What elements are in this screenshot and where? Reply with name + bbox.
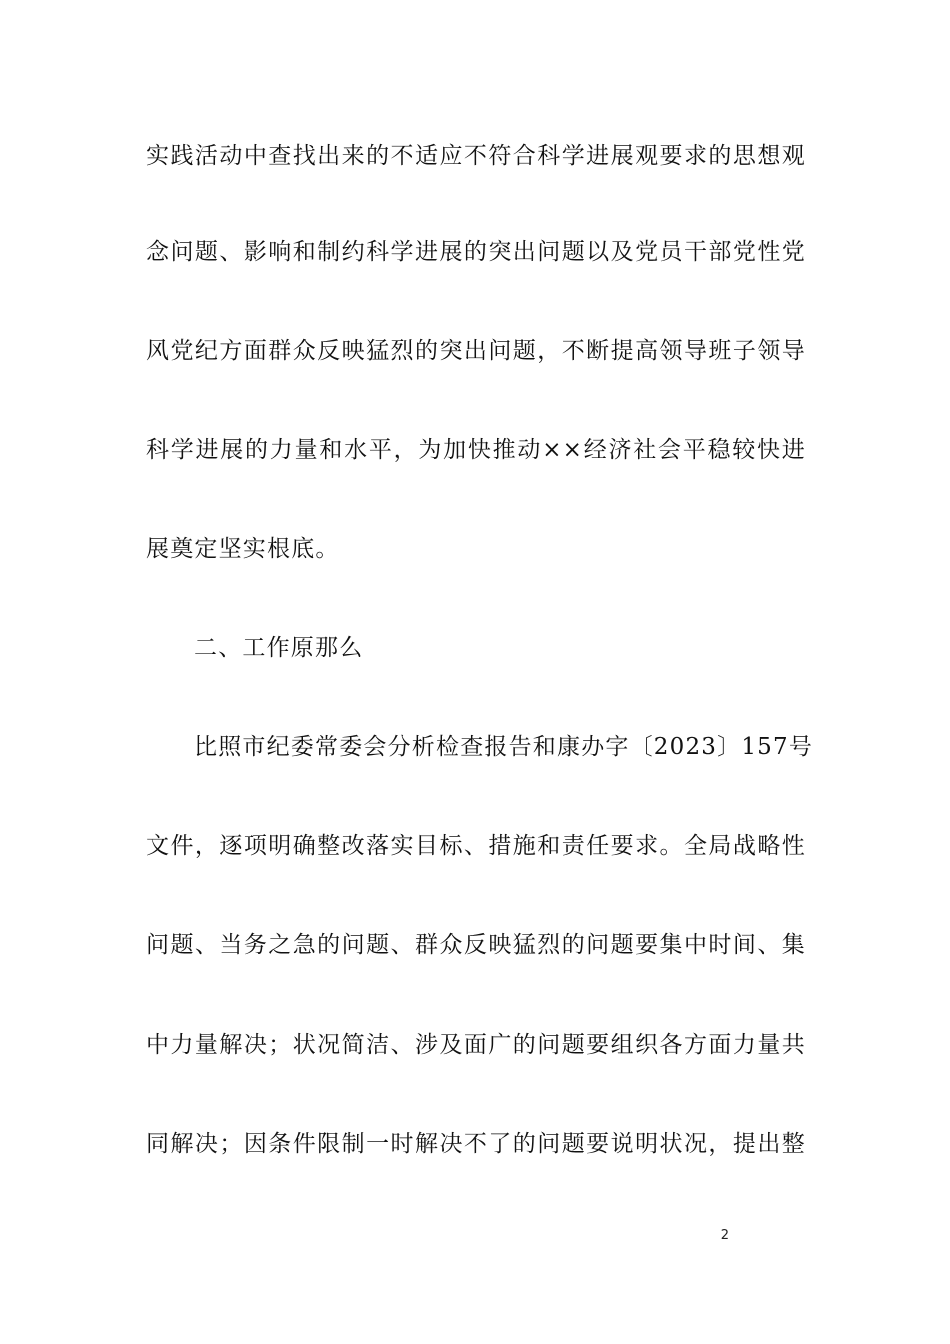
body-text-line: 科学进展的力量和水平，为加快推动××经济社会平稳较快进 xyxy=(146,437,806,463)
body-text-line: 风党纪方面群众反映猛烈的突出问题，不断提高领导班子领导 xyxy=(146,338,806,364)
body-text-line: 展奠定坚实根底。 xyxy=(146,536,340,562)
body-text-line: 问题、当务之急的问题、群众反映猛烈的问题要集中时间、集 xyxy=(146,932,806,958)
body-text-line: 念问题、影响和制约科学进展的突出问题以及党员干部党性党 xyxy=(146,239,806,265)
body-text-line: 文件，逐项明确整改落实目标、措施和责任要求。全局战略性 xyxy=(146,833,806,859)
page-number: 2 xyxy=(720,1228,729,1243)
body-text-line: 中力量解决；状况简洁、涉及面广的问题要组织各方面力量共 xyxy=(146,1032,806,1058)
section-heading: 二、工作原那么 xyxy=(194,635,364,661)
body-text-line: 同解决；因条件限制一时解决不了的问题要说明状况，提出整 xyxy=(146,1131,806,1157)
body-text-line: 比照市纪委常委会分析检查报告和康办字〔2023〕157号 xyxy=(194,734,814,760)
body-text-line: 实践活动中查找出来的不适应不符合科学进展观要求的思想观 xyxy=(146,143,806,169)
